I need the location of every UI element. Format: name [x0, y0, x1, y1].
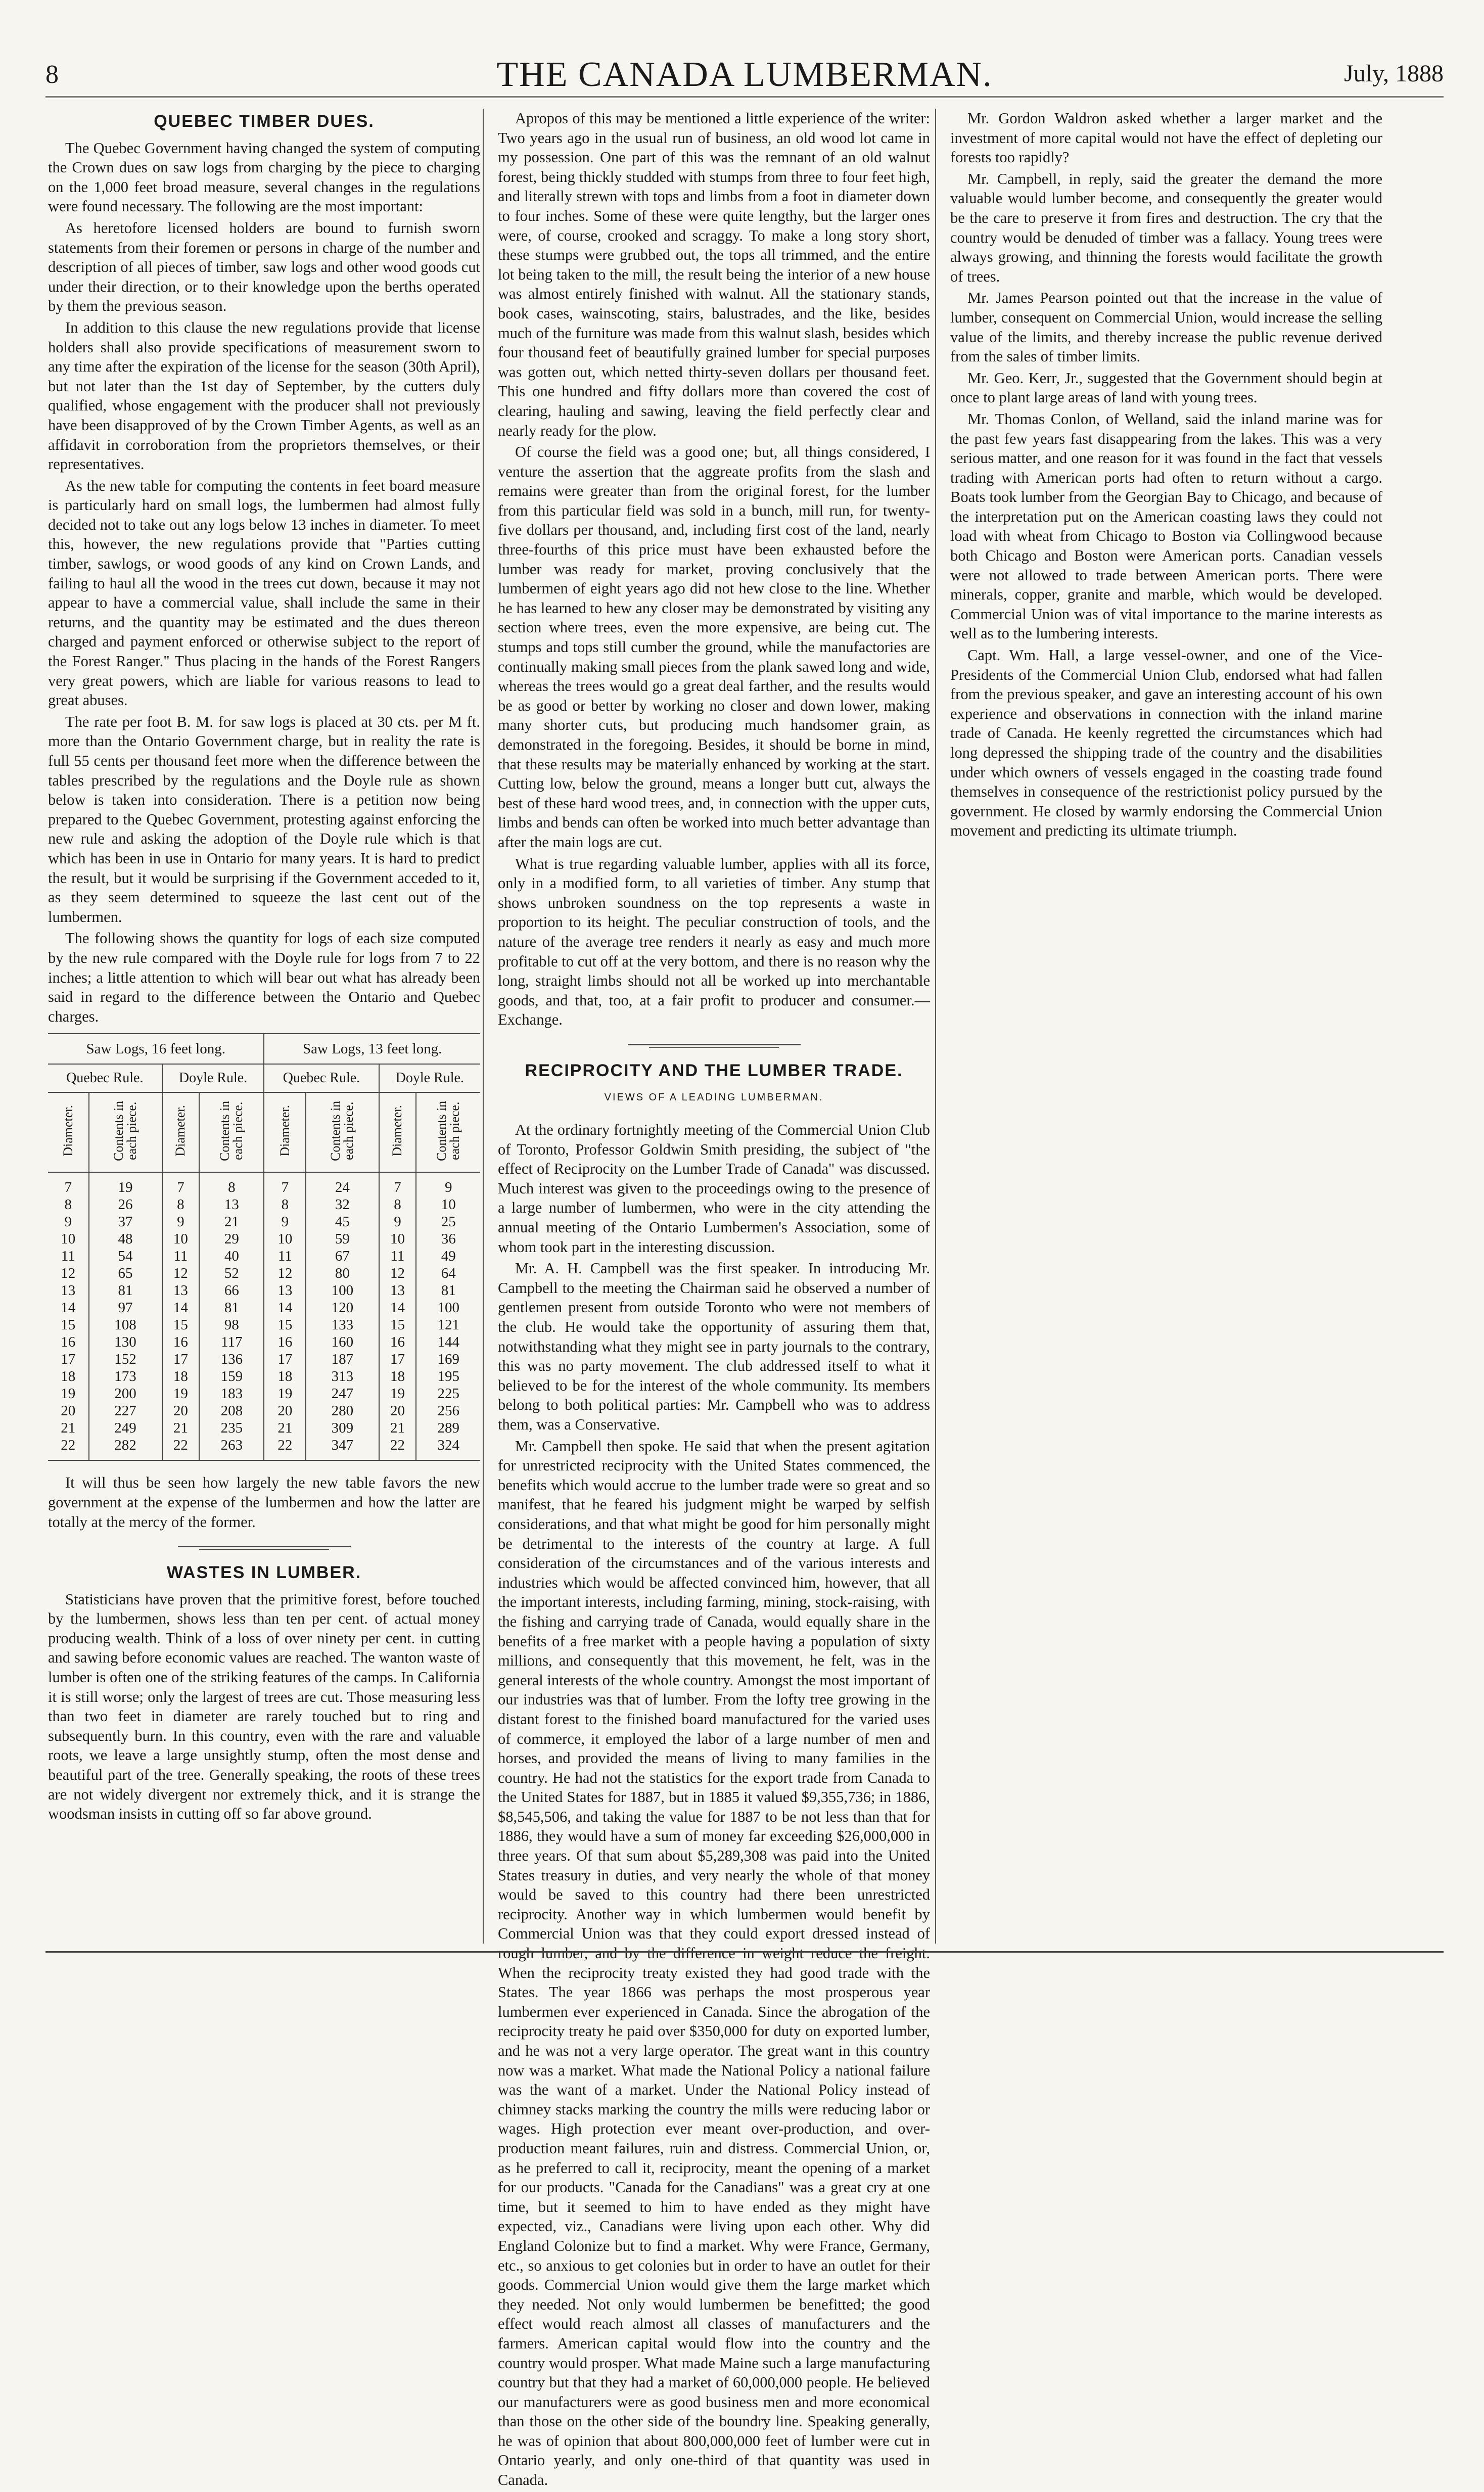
- table-cell: 22: [48, 1437, 89, 1460]
- table-cell: 80: [306, 1265, 379, 1282]
- table-cell: 22: [264, 1437, 306, 1460]
- table-cell: 19: [264, 1385, 306, 1402]
- table-row: [48, 1265, 480, 1282]
- table-cell: 144: [437, 1334, 459, 1351]
- table-row: [48, 1419, 480, 1437]
- table-cell: 16: [162, 1333, 200, 1351]
- table-body: [48, 1172, 480, 1460]
- table-cell: 19: [379, 1385, 416, 1402]
- table-cell: 14: [162, 1299, 200, 1316]
- paragraph: The rate per foot B. M. for saw logs is placed at 30 cts. per M ft. more than the Ontario Government charge, but in reality the rate is full 55 cents per thousand feet more when the difference between the tables prescribed by the regulations and the Doyle rule as shown below is taken into consideration. There is a petition now being prepared to the Quebec Government, protesting against enforcing the new rule and asking the adoption of the Doyle rule which is that which has been in use in Ontario for many years. It is hard to predict the result, but it would be surprising if the Government acceded to it, as they seem determined to squeeze the last cent out of the lumbermen.: [48, 713, 480, 926]
- table-cell: 19: [162, 1385, 200, 1402]
- issue-date: July, 1888: [1344, 60, 1444, 87]
- column-2: [498, 109, 930, 2492]
- table-cell: 200: [89, 1385, 162, 1402]
- table-col-header: Contents in each piece.: [328, 1100, 356, 1161]
- table-cell: 12: [48, 1265, 89, 1282]
- table-cell: 10: [441, 1196, 456, 1213]
- table-cell: 16: [48, 1333, 89, 1351]
- table-cell: 45: [306, 1213, 379, 1230]
- table-cell: 81: [89, 1282, 162, 1299]
- table-cell: 187: [306, 1351, 379, 1368]
- table-cell: 133: [306, 1316, 379, 1333]
- table-cell: 48: [89, 1230, 162, 1248]
- table-cell: 10: [264, 1230, 306, 1248]
- table-cell: 52: [199, 1265, 264, 1282]
- table-cell: 13: [379, 1282, 416, 1299]
- table-cell: 81: [199, 1299, 264, 1316]
- table-cell: 282: [89, 1437, 162, 1460]
- table-cell: 11: [264, 1248, 306, 1265]
- paragraph: As the new table for computing the contents in feet board measure is particularly hard on small logs, the lumbermen had almost fully decided not to take out any logs below 13 inches in diameter. To meet this, however, the new regulations provide that "Parties cutting timber, sawlogs, or wood goods of any kind on Crown Lands, and failing to haul all the wood in the trees cut down, because it may not appear to have a commercial value, shall include the same in their returns, and the quantity may be estimated and the dues thereon charged and payment enforced or otherwise subject to the report of the Forest Ranger." Thus placing in the hands of the Forest Rangers very great powers, which are liable for various reasons to lead to great abuses.: [48, 477, 480, 709]
- table-cell: 18: [379, 1368, 416, 1385]
- table-cell: 16: [379, 1333, 416, 1351]
- table-group-header: Saw Logs, 16 feet long.: [48, 1034, 264, 1064]
- table-cell: 36: [441, 1231, 456, 1248]
- table-row: [48, 1402, 480, 1419]
- table-cell: 100: [306, 1282, 379, 1299]
- paragraph: The Quebec Government having changed the system of computing the Crown dues on saw logs from charging by the piece to charging on the 1,000 feet broad measure, several changes in the regulations were found necessary. The following are the most important:: [48, 139, 480, 215]
- table-row: [48, 1172, 480, 1196]
- page-number: 8: [45, 60, 59, 89]
- table-cell: 9: [264, 1213, 306, 1230]
- table-cell: 21: [162, 1419, 200, 1437]
- table-row: [48, 1333, 480, 1351]
- table-row: [48, 1385, 480, 1402]
- table-cell: 18: [48, 1368, 89, 1385]
- table-cell: 280: [306, 1402, 379, 1419]
- table-cell: 13: [48, 1282, 89, 1299]
- table-rule-header: Quebec Rule.: [264, 1064, 379, 1092]
- table-cell: 7: [162, 1172, 200, 1196]
- table-cell: 183: [199, 1385, 264, 1402]
- table-cell: 54: [89, 1248, 162, 1265]
- table-cell: 249: [89, 1419, 162, 1437]
- table-cell: 18: [264, 1368, 306, 1385]
- paragraph: Mr. Campbell, in reply, said the greater the demand the more valuable would lumber become, and consequently the greater would be the care to preserve it from fires and destruction. The cry that the country would be denuded of timber was a fallacy. Young trees were always growing, and thinning the forests would facilitate the growth of trees.: [950, 170, 1382, 285]
- table-cell: 152: [89, 1351, 162, 1368]
- table-cell: 64: [441, 1265, 456, 1282]
- table-cell: 227: [89, 1402, 162, 1419]
- table-cell: 256: [437, 1403, 459, 1419]
- table-cell: 173: [89, 1368, 162, 1385]
- publication-title: THE CANADA LUMBERMAN.: [496, 55, 993, 94]
- table-row: [48, 1230, 480, 1248]
- table-cell: 21: [264, 1419, 306, 1437]
- table-cell: 263: [199, 1437, 264, 1460]
- table-rule-header: Doyle Rule.: [162, 1064, 264, 1092]
- table-col-header: Diameter.: [390, 1105, 405, 1157]
- table-col-header: Diameter.: [277, 1105, 292, 1157]
- table-cell: 24: [306, 1172, 379, 1196]
- table-row: [48, 1248, 480, 1265]
- table-cell: 26: [89, 1196, 162, 1213]
- table-cell: 10: [48, 1230, 89, 1248]
- paragraph: Mr. Geo. Kerr, Jr., suggested that the Government should begin at once to plant large areas of land with young trees.: [950, 369, 1382, 406]
- table-row: [48, 1437, 480, 1460]
- table-cell: 17: [48, 1351, 89, 1368]
- paragraph: The following shows the quantity for logs of each size computed by the new rule compared with the Doyle rule for logs from 7 to 22 inches; a little attention to which will bear out what has already been said in regard to the difference between the Ontario and Quebec charges.: [48, 930, 480, 1025]
- table-cell: 347: [306, 1437, 379, 1460]
- article-heading: WASTES IN LUMBER.: [166, 1563, 362, 1583]
- table-col-header: Diameter.: [60, 1105, 75, 1157]
- table-cell: 13: [264, 1282, 306, 1299]
- paragraph: Statisticians have proven that the primitive forest, before touched by the lumbermen, shows less than ten per cent. of actual money producing wealth. Think of a loss of over ninety per cent. in cutting and sawing before economic values are reached. The wanton waste of lumber is often one of the striking features of the camps. In California it is still worse; only the largest of trees are cut. Those measuring less than two feet in diameter are rarely touched but to ring and subsequently burn. In this country, even with the rare and valuable roots, we leave a large unsightly stump, often the most dense and beautiful part of the tree. Generally speaking, the roots of these trees are not widely divergent nor extremely thick, and it is strange the woodsman insists in cutting off so far above ground.: [48, 1590, 480, 1823]
- table-cell: 66: [199, 1282, 264, 1299]
- table-cell: 130: [89, 1333, 162, 1351]
- article-heading: RECIPROCITY AND THE LUMBER TRADE.: [525, 1060, 903, 1080]
- table-cell: 8: [162, 1196, 200, 1213]
- table-cell: 20: [48, 1402, 89, 1419]
- table-cell: 21: [199, 1213, 264, 1230]
- table-row: [48, 1299, 480, 1316]
- table-row: [48, 1368, 480, 1385]
- table-cell: 7: [48, 1172, 89, 1196]
- table-cell: 160: [306, 1333, 379, 1351]
- table-cell: 8: [48, 1196, 89, 1213]
- table-cell: 15: [264, 1316, 306, 1333]
- table-cell: 10: [162, 1230, 200, 1248]
- column-1: [48, 109, 480, 1826]
- paragraph: At the ordinary fortnightly meeting of the Commercial Union Club of Toronto, Professor Goldwin Smith presiding, the subject of "the effect of Reciprocity on the Lumber Trade of Canada" was discussed. Much interest was given to the proceedings owing to the presence of a large number of lumbermen, who were in the city attending the annual meeting of the Ontario Lumbermen's Association, some of whom took part in the interesting discussion.: [498, 1121, 930, 1256]
- table-row: [48, 1316, 480, 1333]
- table-cell: 12: [162, 1265, 200, 1282]
- table-cell: 100: [437, 1300, 459, 1316]
- paragraph: Capt. Wm. Hall, a large vessel-owner, and one of the Vice-Presidents of the Commercial Union Club, endorsed what had fallen from the previous speaker, and gave an interesting account of his own experience and observations in connection with the inland marine trade of Canada. He keenly regretted the circumstances which had long depressed the shipping trade of the country and the disabilities under which owners of vessels engaged in the coasting trade found themselves in consequence of the restrictionist policy pursued by the government. He closed by warmly endorsing the Commercial Union movement and predicting its ultimate triumph.: [950, 647, 1382, 840]
- table-cell: 15: [162, 1316, 200, 1333]
- table-cell: 22: [379, 1437, 416, 1460]
- table-cell: 9: [379, 1213, 416, 1230]
- table-cell: 40: [199, 1248, 264, 1265]
- paragraph: Mr. A. H. Campbell was the first speaker. In introducing Mr. Campbell to the meeting the Chairman said he observed a number of gentlemen present from outside Toronto who were not members of the club. He would take the opportunity of assuring them that, notwithstanding what they might see in party journals to the contrary, this was no party movement. The club addressed itself to what it believed to be for the interest of the whole community. Its members belong to both political parties: Mr. Campbell who was to address them, was a Conservative.: [498, 1260, 930, 1433]
- table-cell: 17: [162, 1351, 200, 1368]
- table-cell: 11: [48, 1248, 89, 1265]
- page-bottom-rule: [45, 1951, 1444, 1953]
- table-cell: 235: [199, 1419, 264, 1437]
- paragraph: Mr. Gordon Waldron asked whether a larger market and the investment of more capital would not have the effect of depleting our forests too rapidly?: [950, 110, 1382, 166]
- table-cell: 18: [162, 1368, 200, 1385]
- table-row: [48, 1351, 480, 1368]
- table-cell: 21: [379, 1419, 416, 1437]
- table-cell: 49: [441, 1248, 456, 1265]
- table-cell: 169: [437, 1351, 459, 1368]
- table-cell: 98: [199, 1316, 264, 1333]
- table-cell: 19: [48, 1385, 89, 1402]
- table-cell: 14: [379, 1299, 416, 1316]
- table-cell: 17: [379, 1351, 416, 1368]
- table-col-header: Diameter.: [173, 1105, 188, 1157]
- table-col-header: Contents in each piece.: [434, 1100, 462, 1161]
- table-cell: 324: [416, 1437, 480, 1460]
- table-cell: 20: [162, 1402, 200, 1419]
- table-cell: 11: [379, 1248, 416, 1265]
- log-comparison-table: [48, 1033, 480, 1461]
- table-cell: 20: [379, 1402, 416, 1419]
- table-cell: 67: [306, 1248, 379, 1265]
- table-cell: 16: [264, 1333, 306, 1351]
- table-row: [48, 1213, 480, 1230]
- table-col-header: Contents in each piece.: [111, 1100, 140, 1161]
- table-group-header: Saw Logs, 13 feet long.: [264, 1034, 480, 1064]
- table-cell: 313: [306, 1368, 379, 1385]
- table-cell: 8: [199, 1172, 264, 1196]
- table-cell: 22: [162, 1437, 200, 1460]
- table-cell: 12: [264, 1265, 306, 1282]
- article-heading: QUEBEC TIMBER DUES.: [154, 112, 375, 131]
- table-cell: 208: [199, 1402, 264, 1419]
- table-cell: 13: [199, 1196, 264, 1213]
- table-cell: 136: [199, 1351, 264, 1368]
- table-cell: 81: [441, 1282, 456, 1299]
- table-cell: 8: [379, 1196, 416, 1213]
- paragraph: As heretofore licensed holders are bound to furnish sworn statements from their foremen or persons in charge of the number and description of all pieces of timber, saw logs and other wood goods cut under their direction, or to their knowledge upon the berths operated by them the previous season.: [48, 219, 480, 315]
- table-cell: 309: [306, 1419, 379, 1437]
- table-col-header: Contents in each piece.: [217, 1100, 246, 1161]
- table-cell: 37: [89, 1213, 162, 1230]
- paragraph: Mr. Thomas Conlon, of Welland, said the inland marine was for the past few years fast disappearing from the lakes. This was a very serious matter, and one reason for it was found in the fact that vessels trading with American ports had often to return without a cargo. Boats took lumber from the Georgian Bay to Chicago, and because of the interpretation put on the American coasting laws they could not load with wheat from Chicago to Boston via Collingwood because both Chicago and Boston were American ports. Canadian vessels were not allowed to trade between American ports. There were minerals, copper, granite and marble, which would be developed. Commercial Union was of vital importance to the marine interests as well as to the lumbering interests.: [950, 410, 1382, 642]
- table-rule-header: Doyle Rule.: [379, 1064, 481, 1092]
- table-cell: 247: [306, 1385, 379, 1402]
- table-cell: 120: [306, 1299, 379, 1316]
- table-cell: 117: [199, 1333, 264, 1351]
- table-cell: 65: [89, 1265, 162, 1282]
- table-cell: 25: [441, 1214, 456, 1230]
- table-cell: 59: [306, 1230, 379, 1248]
- table-cell: 7: [379, 1172, 416, 1196]
- paragraph: Mr. James Pearson pointed out that the increase in the value of lumber, consequent on Commercial Union, would increase the selling value of the limits, and thereby increase the public revenue derived from the sales of timber limits.: [950, 289, 1382, 365]
- table-cell: 10: [379, 1230, 416, 1248]
- table-cell: 21: [48, 1419, 89, 1437]
- table-cell: 15: [48, 1316, 89, 1333]
- table-cell: 14: [48, 1299, 89, 1316]
- masthead: [45, 55, 1444, 100]
- paragraph: What is true regarding valuable lumber, applies with all its force, only in a modified form, to all varieties of timber. Any stump that shows unbroken soundness on the top represents a waste in proportion to its height. The peculiar construction of tools, and the nature of the average tree renders it nearly as easy and much more profitable to cut off at the very bottom, and there is no reason why the long, straight limbs should not all be worked up into merchantable goods, and that, too, at a fair profit to producer and consumer.—Exchange.: [498, 855, 930, 1029]
- table-row: [48, 1196, 480, 1213]
- masthead-rule: [45, 96, 1444, 98]
- column-rule: [483, 109, 484, 1944]
- article-subheading: VIEWS OF A LEADING LUMBERMAN.: [604, 1091, 824, 1103]
- paragraph: It will thus be seen how largely the new table favors the new government at the expense of the lumbermen and how the latter are totally at the mercy of the former.: [48, 1474, 480, 1531]
- table-cell: 15: [379, 1316, 416, 1333]
- table-cell: 97: [89, 1299, 162, 1316]
- table-row: [48, 1282, 480, 1299]
- table-cell: 195: [437, 1368, 459, 1385]
- table-cell: 225: [437, 1386, 459, 1402]
- table-cell: 11: [162, 1248, 200, 1265]
- table-cell: 9: [48, 1213, 89, 1230]
- section-divider: [498, 1041, 930, 1048]
- paragraph: Of course the field was a good one; but, all things considered, I venture the assertion that the aggreate profits from the slash and remains were greater than from the original forest, for the lumber from this particular field was sold in a bunch, mill run, for twenty-five dollars per thousand, and, including first cost of the land, nearly three-fourths of this price must have been exhausted before the lumber was ready for market, proving conclusively that the lumbermen of eight years ago did not hew close to the line. Whether he has learned to hew any closer may be demonstrated by visiting any section where trees, even the more expensive, are being cut. The stumps and tops still cumber the ground, while the manufactories are continually making small pieces from the plank sawed long and wide, whereas the trees would go a great deal farther, and the results would be as good or better by working no closer and down lower, making many shorter cuts, but producing much handsomer grain, as demonstrated in the foregoing. Besides, it should be borne in mind, that these results may be materially enhanced by working at the start. Cutting low, below the ground, means a longer butt cut, always the best of these hard wood trees, and, in connection with the upper cuts, limbs and bends can often be worked into much better advantage than after the main logs are cut.: [498, 443, 930, 851]
- table-rule-header: Quebec Rule.: [48, 1064, 162, 1092]
- column-3: [950, 109, 1382, 843]
- paragraph: Mr. Campbell then spoke. He said that when the present agitation for unrestricted reciprocity with the United States commenced, the benefits which would accrue to the lumber trade were so great and so manifest, that he feared his judgment might be warped by selfish considerations, and that what might be good for him personally might be detrimental to the interests of the country at large. A full consideration of the circumstances and of the various interests and industries which would be affected convinced him, however, that all the important interests, including farming, mining, stock-raising, with the fishing and carrying trade of Canada, would equally share in the benefits of a free market with a people having a population of sixty millions, and consequently that this movement, he felt, was in the general interests of the whole country. Amongst the most important of our industries was that of lumber. From the lofty tree growing in the distant forest to the finished board manufactured for the varied uses of commerce, it employed the labor of a large number of men and horses, and provided the means of living to many families in the country. He had not the statistics for the export trade from Canada to the United States for 1887, but in 1885 it valued $9,355,736; in 1886, $8,545,506, and taking the value for 1887 to be not less than that for 1886, they would have a sum of money far exceeding $26,000,000 in three years. Of that sum about $5,289,308 was paid into the United States treasury in duties, and very nearly the whole of that money would be saved to this country had there been unrestricted reciprocity. Another way in which lumbermen would benefit by Commercial Union was that they could export dressed instead of rough lumber, and by the difference in weight reduce the freight. When the reciprocity treaty existed they had good trade with the States. The year 1866 was perhaps the most prosperous year lumbermen ever experienced in Canada. Since the abrogation of the reciprocity treaty he paid over $350,000 for duty on exported lumber, and he was not a very large operator. The great want in this country now was a market. What made the National Policy a national failure was the want of a market. Under the National Policy instead of chimney stacks marking the country the mills were reducing labor or wages. High protection ever meant over-production, and over-production meant failures, ruin and distress. Commercial Union, or, as he preferred to call it, reciprocity, meant the opening of a market for our products. "Canada for the Canadians" was a great cry at one time, but it seemed to him to have ended as they might have expected, viz., Canadians were living upon each other. Why did England Colonize but to find a market. Why were France, Germany, etc., so anxious to get colonies but in order to have an outlet for their goods. Commercial Union would give them the large market which they needed. Not only would lumbermen be benefitted; the good effect would reach almost all classes of manufacturers and the farmers. American capital would flow into the country and the country would prosper. What made Maine such a large manufacturing country but that they had a market of 60,000,000 people. He believed our manufacturers were as good business men and more economical than those on the other side of the boundry line. Speaking generally, he was of opinion that about 800,000,000 feet of lumber were cut in Ontario yearly, and only one-third of that quantity was used in Canada.: [498, 1437, 930, 2489]
- table-cell: 20: [264, 1402, 306, 1419]
- table-cell: 9: [162, 1213, 200, 1230]
- table-cell: 9: [444, 1179, 452, 1196]
- table-cell: 29: [199, 1230, 264, 1248]
- table-cell: 17: [264, 1351, 306, 1368]
- section-divider: [48, 1543, 480, 1550]
- table-cell: 289: [437, 1420, 459, 1437]
- table-cell: 13: [162, 1282, 200, 1299]
- table-cell: 14: [264, 1299, 306, 1316]
- table-cell: 32: [306, 1196, 379, 1213]
- paragraph: In addition to this clause the new regulations provide that license holders shall also provide specifications of measurement sworn to any time after the expiration of the license for the season (30th April), but not later than the 1st day of September, by the cutters duly qualified, whose engagement with the producer shall not previously have been disapproved of by the Crown Timber Agents, as well as an affidavit in corroboration from the proprietors themselves, or their representatives.: [48, 318, 480, 473]
- table-cell: 19: [89, 1172, 162, 1196]
- table-cell: 7: [264, 1172, 306, 1196]
- paragraph: Apropos of this may be mentioned a little experience of the writer: Two years ago in the usual run of business, an old wood lot came in my possession. One part of this was the remnant of an old walnut forest, being thickly studded with stumps from three to four feet high, and literally strewn with tops and limbs from a foot in diameter down to four inches. Some of these were quite lengthy, but the larger ones were, of course, crooked and scraggy. To make a long story short, these stumps were grubbed out, the tops all trimmed, and the entire lot being taken to the mill, the result being the interior of a new house was almost entirely finished with walnut. All the stationary stands, book cases, wainscoting, stairs, balustrades, and the like, besides much of the furniture was made from this walnut slash, besides which four thousand feet of beautifully grained lumber for special purposes was gotten out, which netted thirty-seven dollars per thousand feet. This one hundred and fifty dollars more than covered the cost of clearing, hauling and sawing, leaving the field perfectly clear and nearly ready for the plow.: [498, 110, 930, 439]
- table-cell: 12: [379, 1265, 416, 1282]
- table-cell: 108: [89, 1316, 162, 1333]
- column-rule: [935, 109, 936, 1944]
- table-cell: 159: [199, 1368, 264, 1385]
- table-cell: 121: [437, 1317, 459, 1333]
- table-cell: 8: [264, 1196, 306, 1213]
